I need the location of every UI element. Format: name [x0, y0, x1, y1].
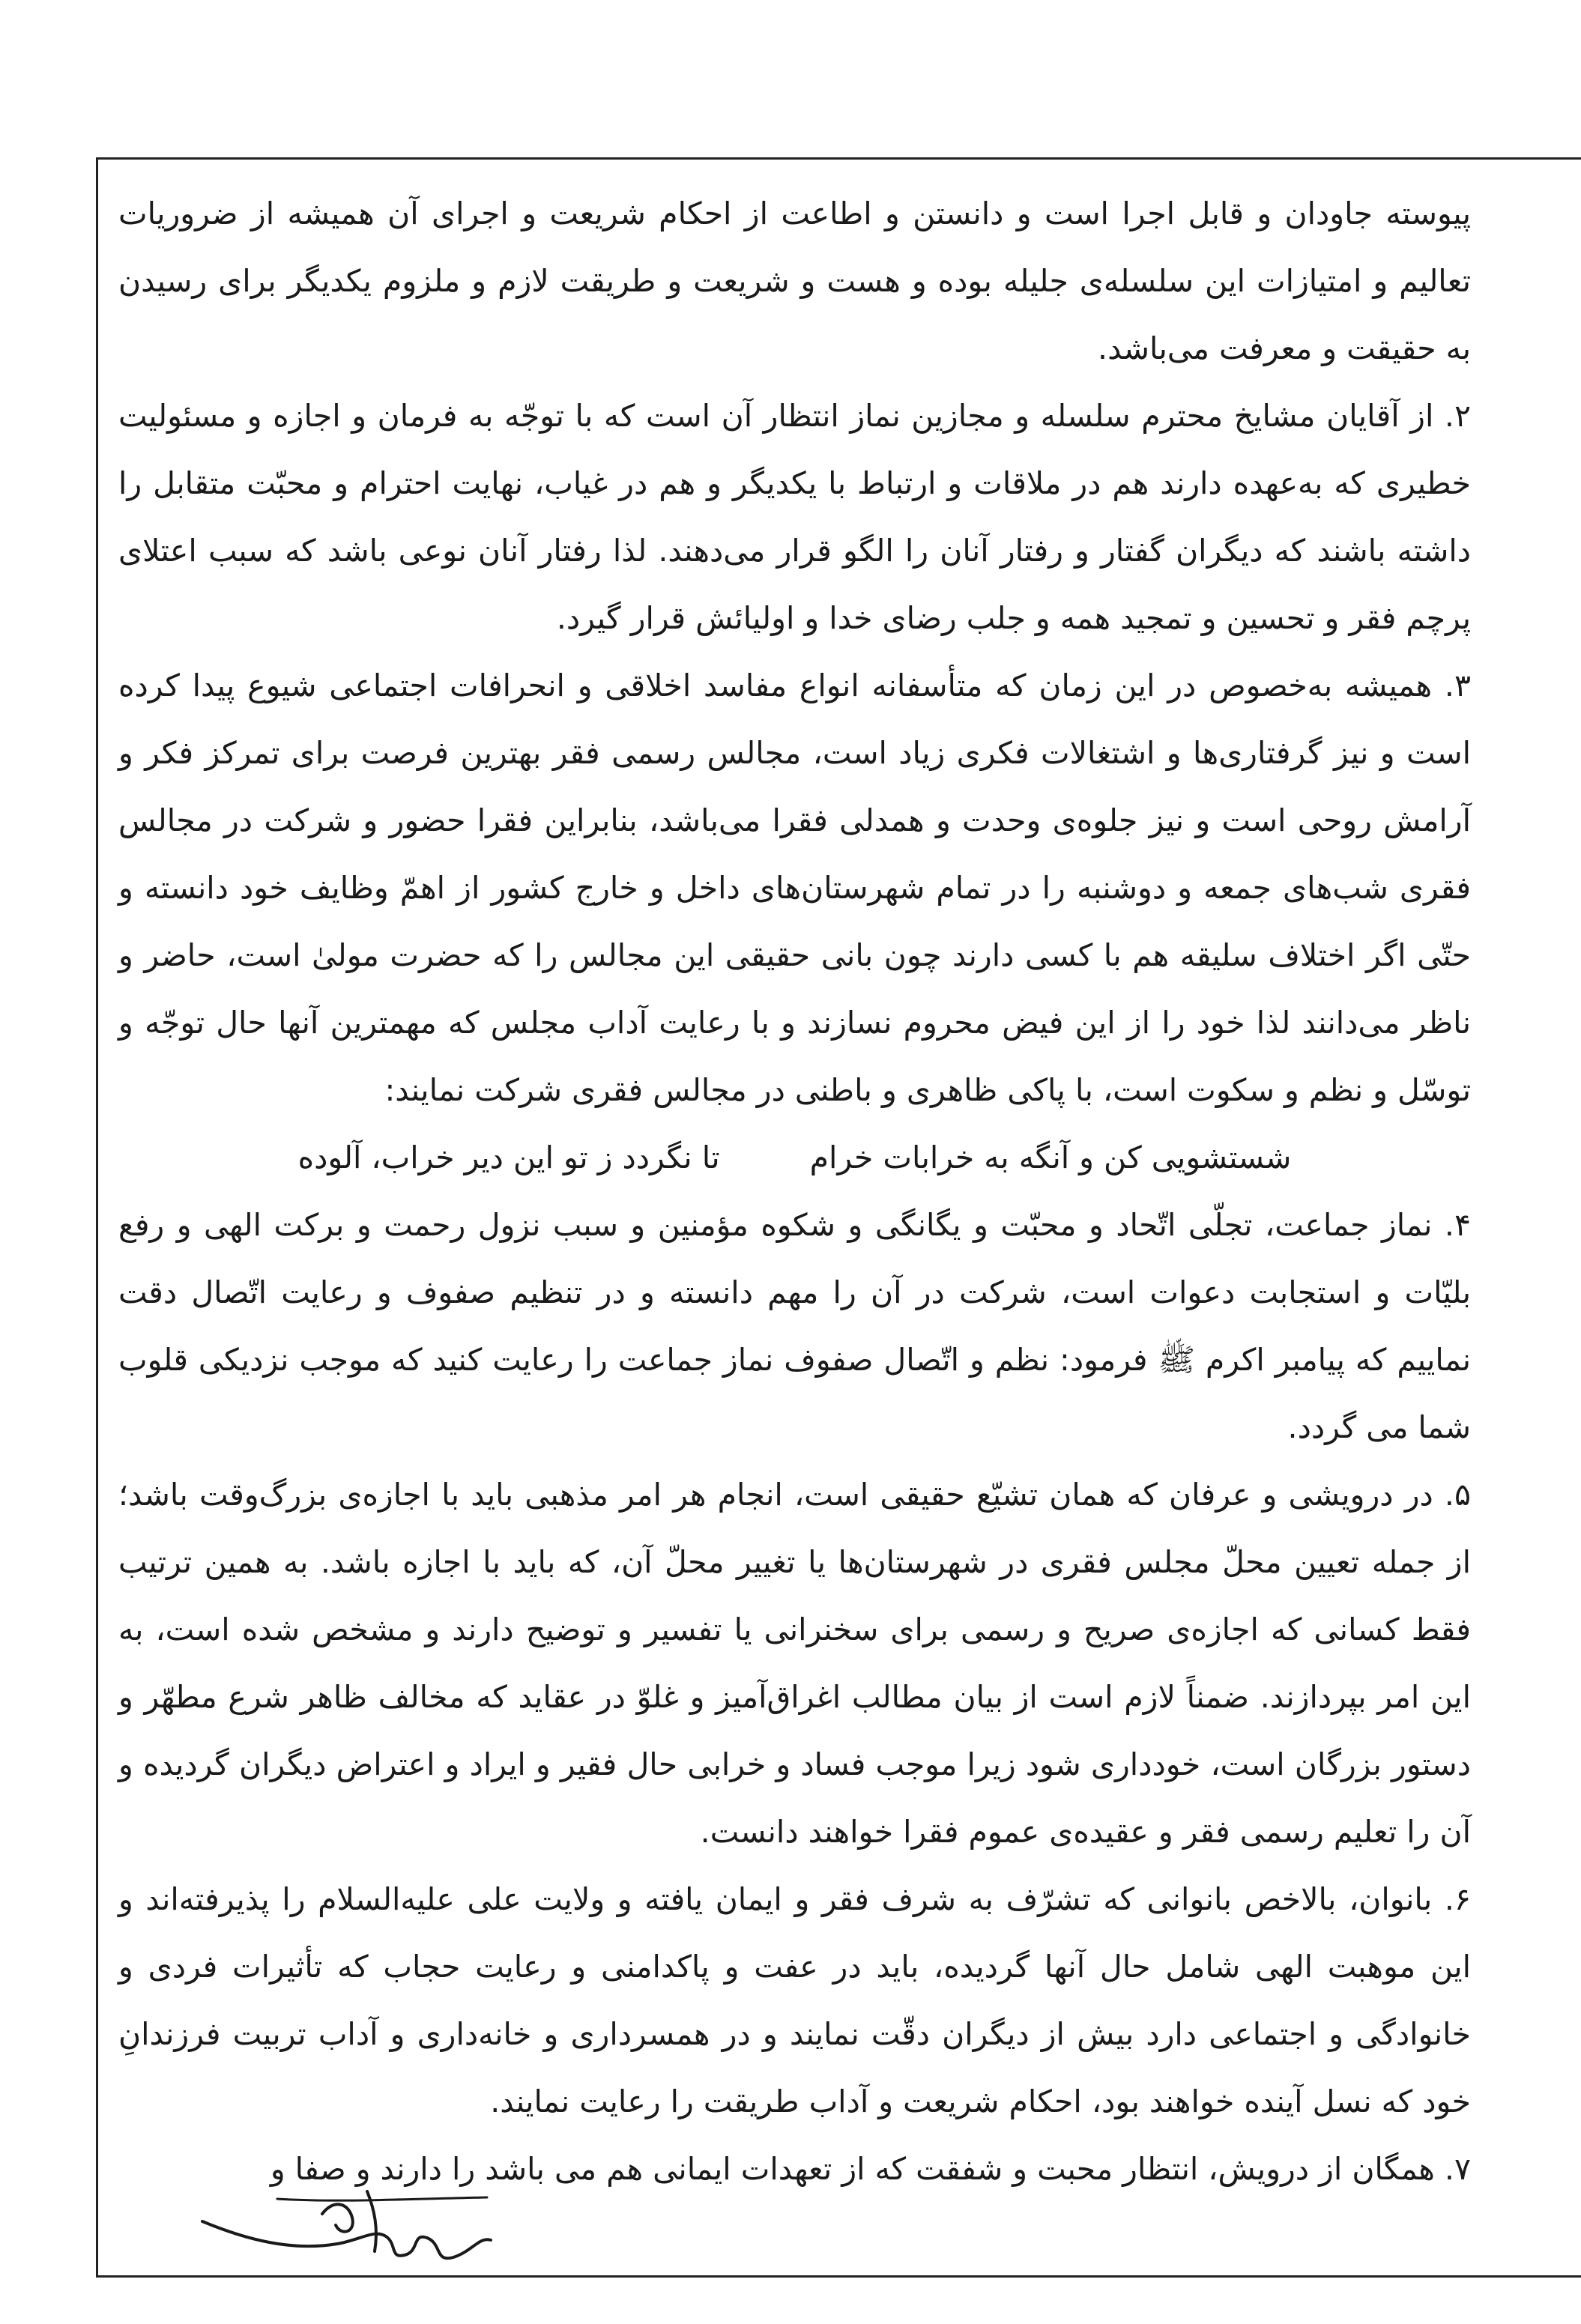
paragraph-7: ۷. همگان از درویش، انتظار محبت و شفقت که از تعهدات ایمانی هم می باشد را دارند و صفا و — [270, 2151, 1471, 2187]
paragraph-1: پیوسته جاودان و قابل اجرا است و دانستن و اطاعت از احکام شریعت و اجرای آن همیشه از ضروریات تعالیم و امتیازات این سلسله‌ی جلیله بوده و هست و شریعت و طریقت لازم و ملزوم یکدیگر برای رسیدن به حقیقت و معرفت می‌باشد. — [118, 196, 1471, 366]
paragraph-3: ۳. همیشه به‌خصوص در این زمان که متأسفانه انواع مفاسد اخلاقی و انحرافات اجتماعی شیوع پیدا کرده است و نیز گرفتاری‌ها و اشتغالات فکری زیاد است، مجالس رسمی فقر بهترین فرصت برای تمرکز فکر و آرامش روحی است و نیز جلوه‌ی وحدت و همدلی فقرا می‌باشد، بنابراین فقرا حضور و شرکت در مجالس فقری شب‌های جمعه و دوشنبه را در تمام شهرستان‌های داخل و خارج کشور از اهمّ وظایف خود دانسته و حتّی اگر اختلاف سلیقه هم با کسی دارند چون بانی حقیقی این مجالس را که حضرت مولیٰ است، حاضر و ناظر می‌دانند لذا خود را از این فیض محروم نسازند و با رعایت آداب مجلس که مهمترین آنها حال توجّه و توسّل و نظم و سکوت است، با پاکی ظاهری و باطنی در مجالس فقری شرکت نمایند: — [118, 668, 1471, 1108]
verse-hemistich-right: شستشویی کن و آنگه به خرابات خرام — [809, 1140, 1292, 1175]
signature-icon — [187, 2169, 502, 2281]
paragraph-6: ۶. بانوان، بالاخص بانوانی که تشرّف به شرف فقر و ایمان یافته و ولایت علی علیه‌السلام را پذیرفته‌اند و این موهبت الهی شامل حال آنها گردیده، باید در عفت و پاکدامنی و رعایت حجاب که تأثیرات فردی و خانوادگی و اجتماعی دارد بیش از دیگران دقّت نمایند و در همسرداری و خانه‌داری و آداب تربیت فرزندانِ خود که نسل آینده خواهند بود، احکام شریعت و آداب طریقت را رعایت نمایند. — [118, 1881, 1471, 2119]
paragraph-5: ۵. در درویشی و عرفان که همان تشیّع حقیقی است، انجام هر امر مذهبی باید با اجازه‌ی بزرگ‌وقت باشد؛ از جمله تعیین محلّ مجلس فقری در شهرستان‌ها یا تغییر محلّ آن، که باید با اجازه باشد. به همین ترتیب فقط کسانی که اجازه‌ی صریح و رسمی برای سخنرانی یا تفسیر و توضیح دارند و مشخص شده است، به این امر بپردازند. ضمناً لازم است از بیان مطالب اغراق‌آمیز و غلوّ در عقاید که مخالف ظاهر شرع مطهّر و دستور بزرگان است، خودداری شود زیرا موجب فساد و خرابی حال فقیر و ایراد و اعتراض دیگران گردیده و آن را تعلیم رسمی فقر و عقیده‌ی عموم فقرا خواهند دانست. — [118, 1477, 1471, 1850]
paragraph-2: ۲. از آقایان مشایخ محترم سلسله و مجازین نماز انتظار آن است که با توجّه به فرمان و اجازه و مسئولیت خطیری که به‌عهده دارند هم در ملاقات و ارتباط با یکدیگر و هم در غیاب، نهایت احترام و محبّت متقابل را داشته باشند که دیگران گفتار و رفتار آنان را الگو قرار می‌دهند. لذا رفتار آنان نوعی باشد که سبب اعتلای پرچم فقر و تحسین و تمجید همه و جلب رضای خدا و اولیائش قرار گیرد. — [118, 398, 1471, 636]
document-body — [118, 180, 1471, 2203]
paragraph-4: ۴. نماز جماعت، تجلّی اتّحاد و محبّت و یگانگی و شکوه مؤمنین و سبب نزول رحمت و برکت الهی و رفع بلیّات و استجابت دعوات است، شرکت در آن را مهم دانسته و در تنظیم صفوف و رعایت اتّصال دقت نماییم که پیامبر اکرم ﷺ فرمود: نظم و اتّصال صفوف نماز جماعت را رعایت کنید که موجب نزدیکی قلوب شما می گردد. — [118, 1207, 1471, 1445]
poem-verse — [118, 1124, 1471, 1191]
verse-hemistich-left: تا نگردد ز تو این دیر خراب، آلوده — [297, 1140, 720, 1175]
